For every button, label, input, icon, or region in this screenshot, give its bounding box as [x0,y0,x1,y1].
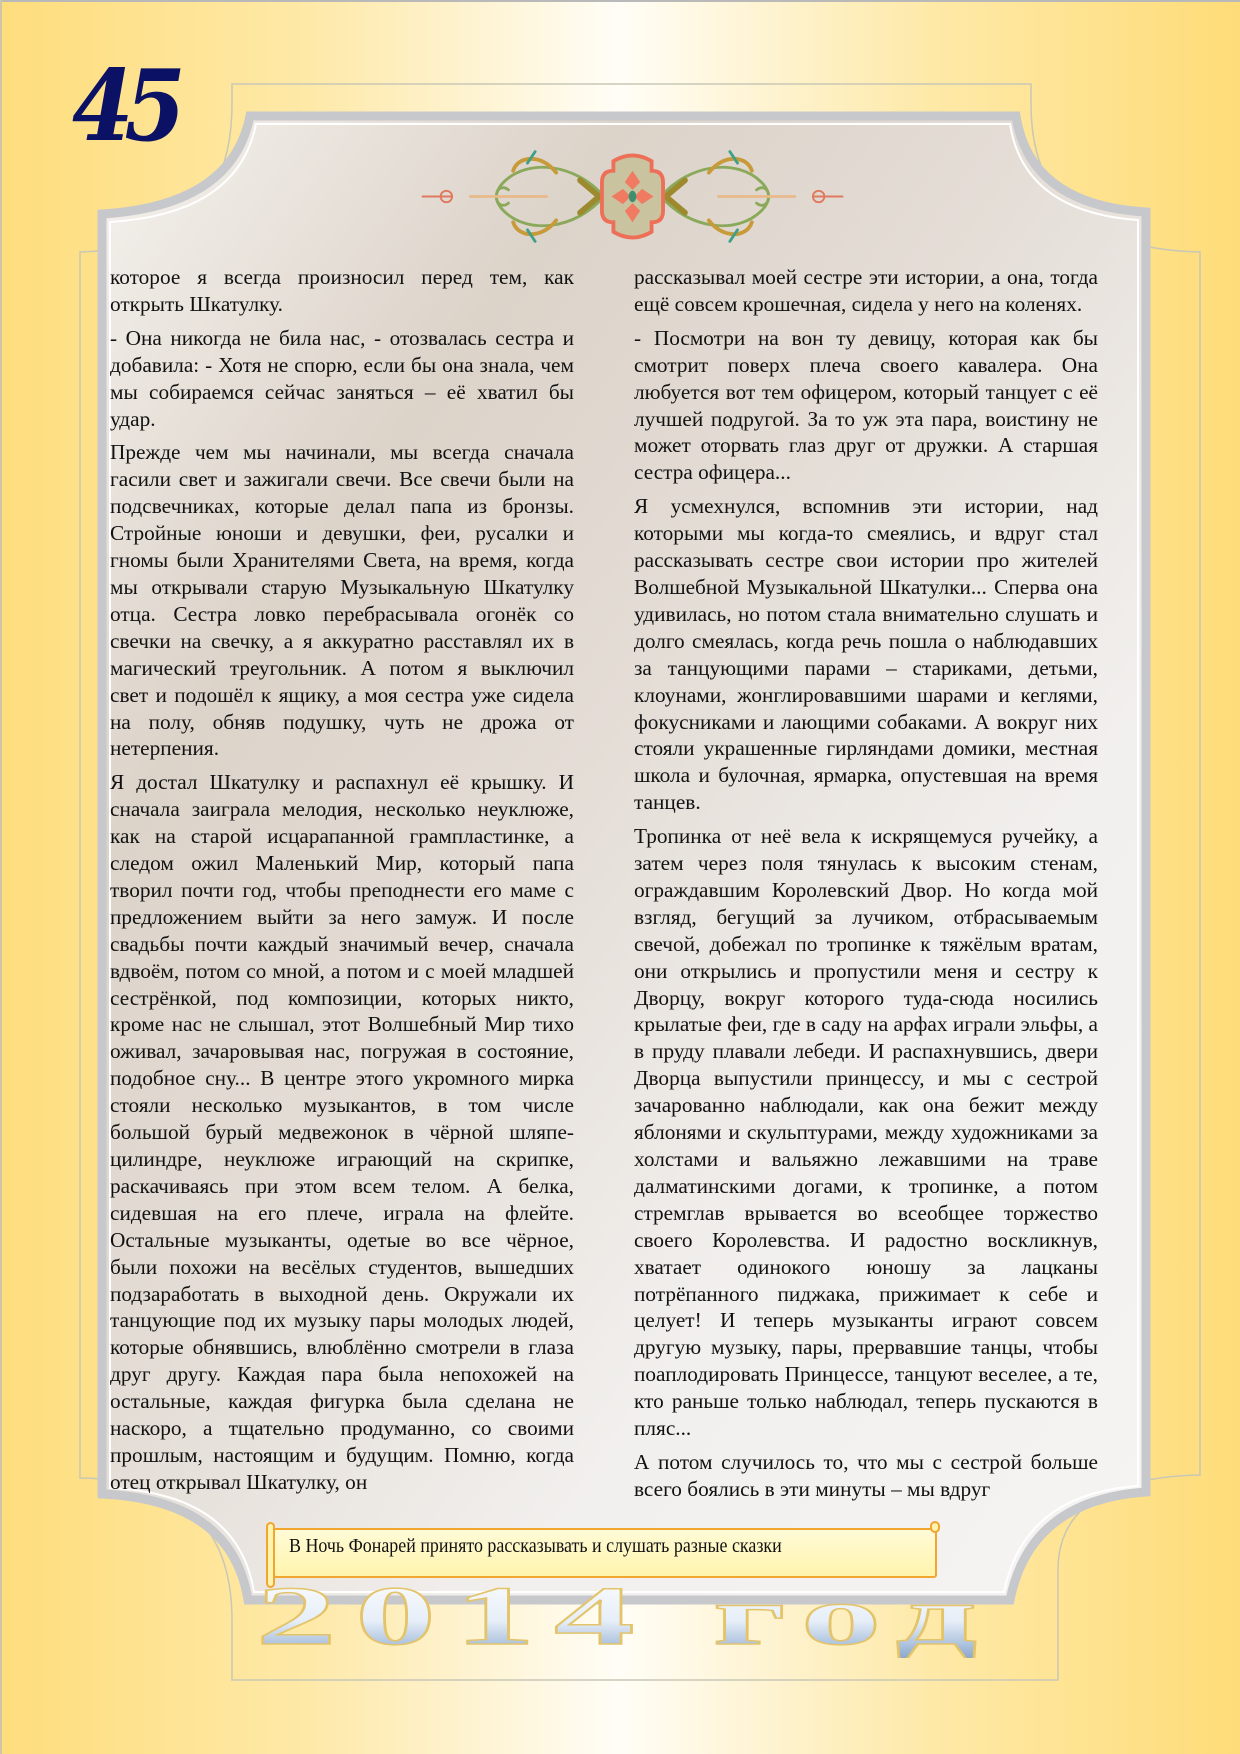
left-text-column [110,264,574,1503]
paragraph: Тропинка от неё вела к искрящемуся ручейку, а затем через поля тянулась к высоким стенам, ограждавшим Королевский Двор. Но когда мой взгляд, бегущий за лучиком, отбрасываемым свечой, добежал по тропинке к тяжёлым вратам, они открылись и пропустили меня и сестру к Дворцу, вокруг которого туда-сюда носились крылатые феи, где в саду на арфах играли эльфы, а в пруду плавали лебеди. И распахнувшись, двери Дворца выпустили принцессу, и мы с сестрой зачарованно наблюдали, как она бежит между яблонями и скульптурами, между художниками за холстами и вальяжно лежавшими на траве далматинскими догами, к тропинке, а потом стремглав врывается во всеобщее торжество своего Королевства. И радостно воскликнув, хватает одинокого юношу за лацканы потрёпанного пиджака, прижимает к себе и целует! И теперь музыканты играют совсем другую музыку, пары, прервавшие танцы, чтобы поаплодировать Принцессе, танцуют веселее, а те, кто раньше только наблюдал, теперь пускаются в пляс... [634,824,1098,1441]
paragraph: рассказывал моей сестре эти истории, а она, тогда ещё совсем крошечная, сидела у него на коленях. [634,265,1098,316]
page-number: 45 [72,49,177,164]
banner-caption: В Ночь Фонарей принято рассказывать и слушать разные сказки [289,1536,782,1557]
scroll-curl-right-icon [930,1521,940,1533]
right-text-column [634,264,1098,1510]
paragraph: А потом случилось то, что мы с сестрой больше всего боялись в эти минуты – мы вдруг [634,1449,1098,1501]
paragraph: Прежде чем мы начинали, мы всегда сначала гасили свет и зажигали свечи. Все свечи были на подсвечниках, которые делал папа из бронзы. Стройные юноши и девушки, феи, русалки и гномы были Хранителями Света, на время, когда мы открывали старую Музыкальную Шкатулку отца. Сестра ловко перебрасывала огонёк со свечки на свечку, а я аккуратно расставлял их в магический треугольник. А потом я выключил свет и подошёл к ящику, а моя сестра уже сидела на полу, обняв подушку, чуть не дрожа от нетерпения. [110,440,574,761]
paragraph: которое я всегда произносил перед тем, как открыть Шкатулку. [110,265,574,316]
paragraph: - Она никогда не била нас, - отозвалась сестра и добавила: - Хотя не спорю, если бы она знала, чем мы собираемся сейчас заняться – её хватил бы удар. [110,325,574,431]
year-title-text: 2014 год [256,1570,996,1658]
year-title [250,1568,1010,1658]
floral-ornament-icon [405,144,860,249]
paragraph: Я усмехнулся, вспомнив эти истории, над которыми мы когда-то смеялись, и вдруг стал рассказывать сестре свои истории про жителей Волшебной Музыкальной Шкатулки... Сперва она удивилась, но потом стала внимательно слушать и долго смеялась, когда речь пошла о наблюдавших за танцующими парами – стариками, детьми, клоунами, жонглировавшими шарами и кеглями, фокусниками и лающими собаками. А вокруг них стояли украшенные гирляндами домики, местная школа и булочная, ярмарка, опустевшая на время танцев. [634,494,1098,815]
paragraph: Я достал Шкатулку и распахнул её крышку. И сначала заиграла мелодия, несколько неуклюже, как на старой исцарапанной грампластинке, а следом ожил Маленький Мир, который папа творил почти год, чтобы преподнести его маме с предложением выйти за него замуж. И после свадьбы почти каждый значимый вечер, сначала вдвоём, потом со мной, а потом и с моей младшей сестрёнкой, под композиции, которых никто, кроме нас не слышал, этот Волшебный Мир тихо оживал, зачаровывая нас, погружая в состояние, подобное сну... В центре этого укромного мирка стояли несколько музыкантов, в том числе большой бурый медвежонок в чёрной шляпе-цилиндре, неуклюже играющий на скрипке, раскачиваясь при этом всем телом. А белка, сидевшая на его плече, играла на флейте. Остальные музыканты, одетые во все чёрное, были похожи на весёлых студентов, вышедших подзаработать в выходной день. Окружали их танцующие под их музыку пары молодых людей, которые обнявшись, влюблённо смотрели в глаза друг другу. Каждая пара была непохожей на остальные, каждая фигурка была сделана не наскоро, а тщательно продуманно, со своими прошлым, настоящим и будущим. Помню, когда отец открывал Шкатулку, он [110,770,574,1494]
paragraph: - Посмотри на вон ту девицу, которая как бы смотрит поверх плеча своего кавалера. Она любуется вот тем офицером, который танцует с её лучшей подругой. За то уж эта пара, воистину не может оторвать глаз друг от дружки. А старшая сестра офицера... [634,325,1098,485]
